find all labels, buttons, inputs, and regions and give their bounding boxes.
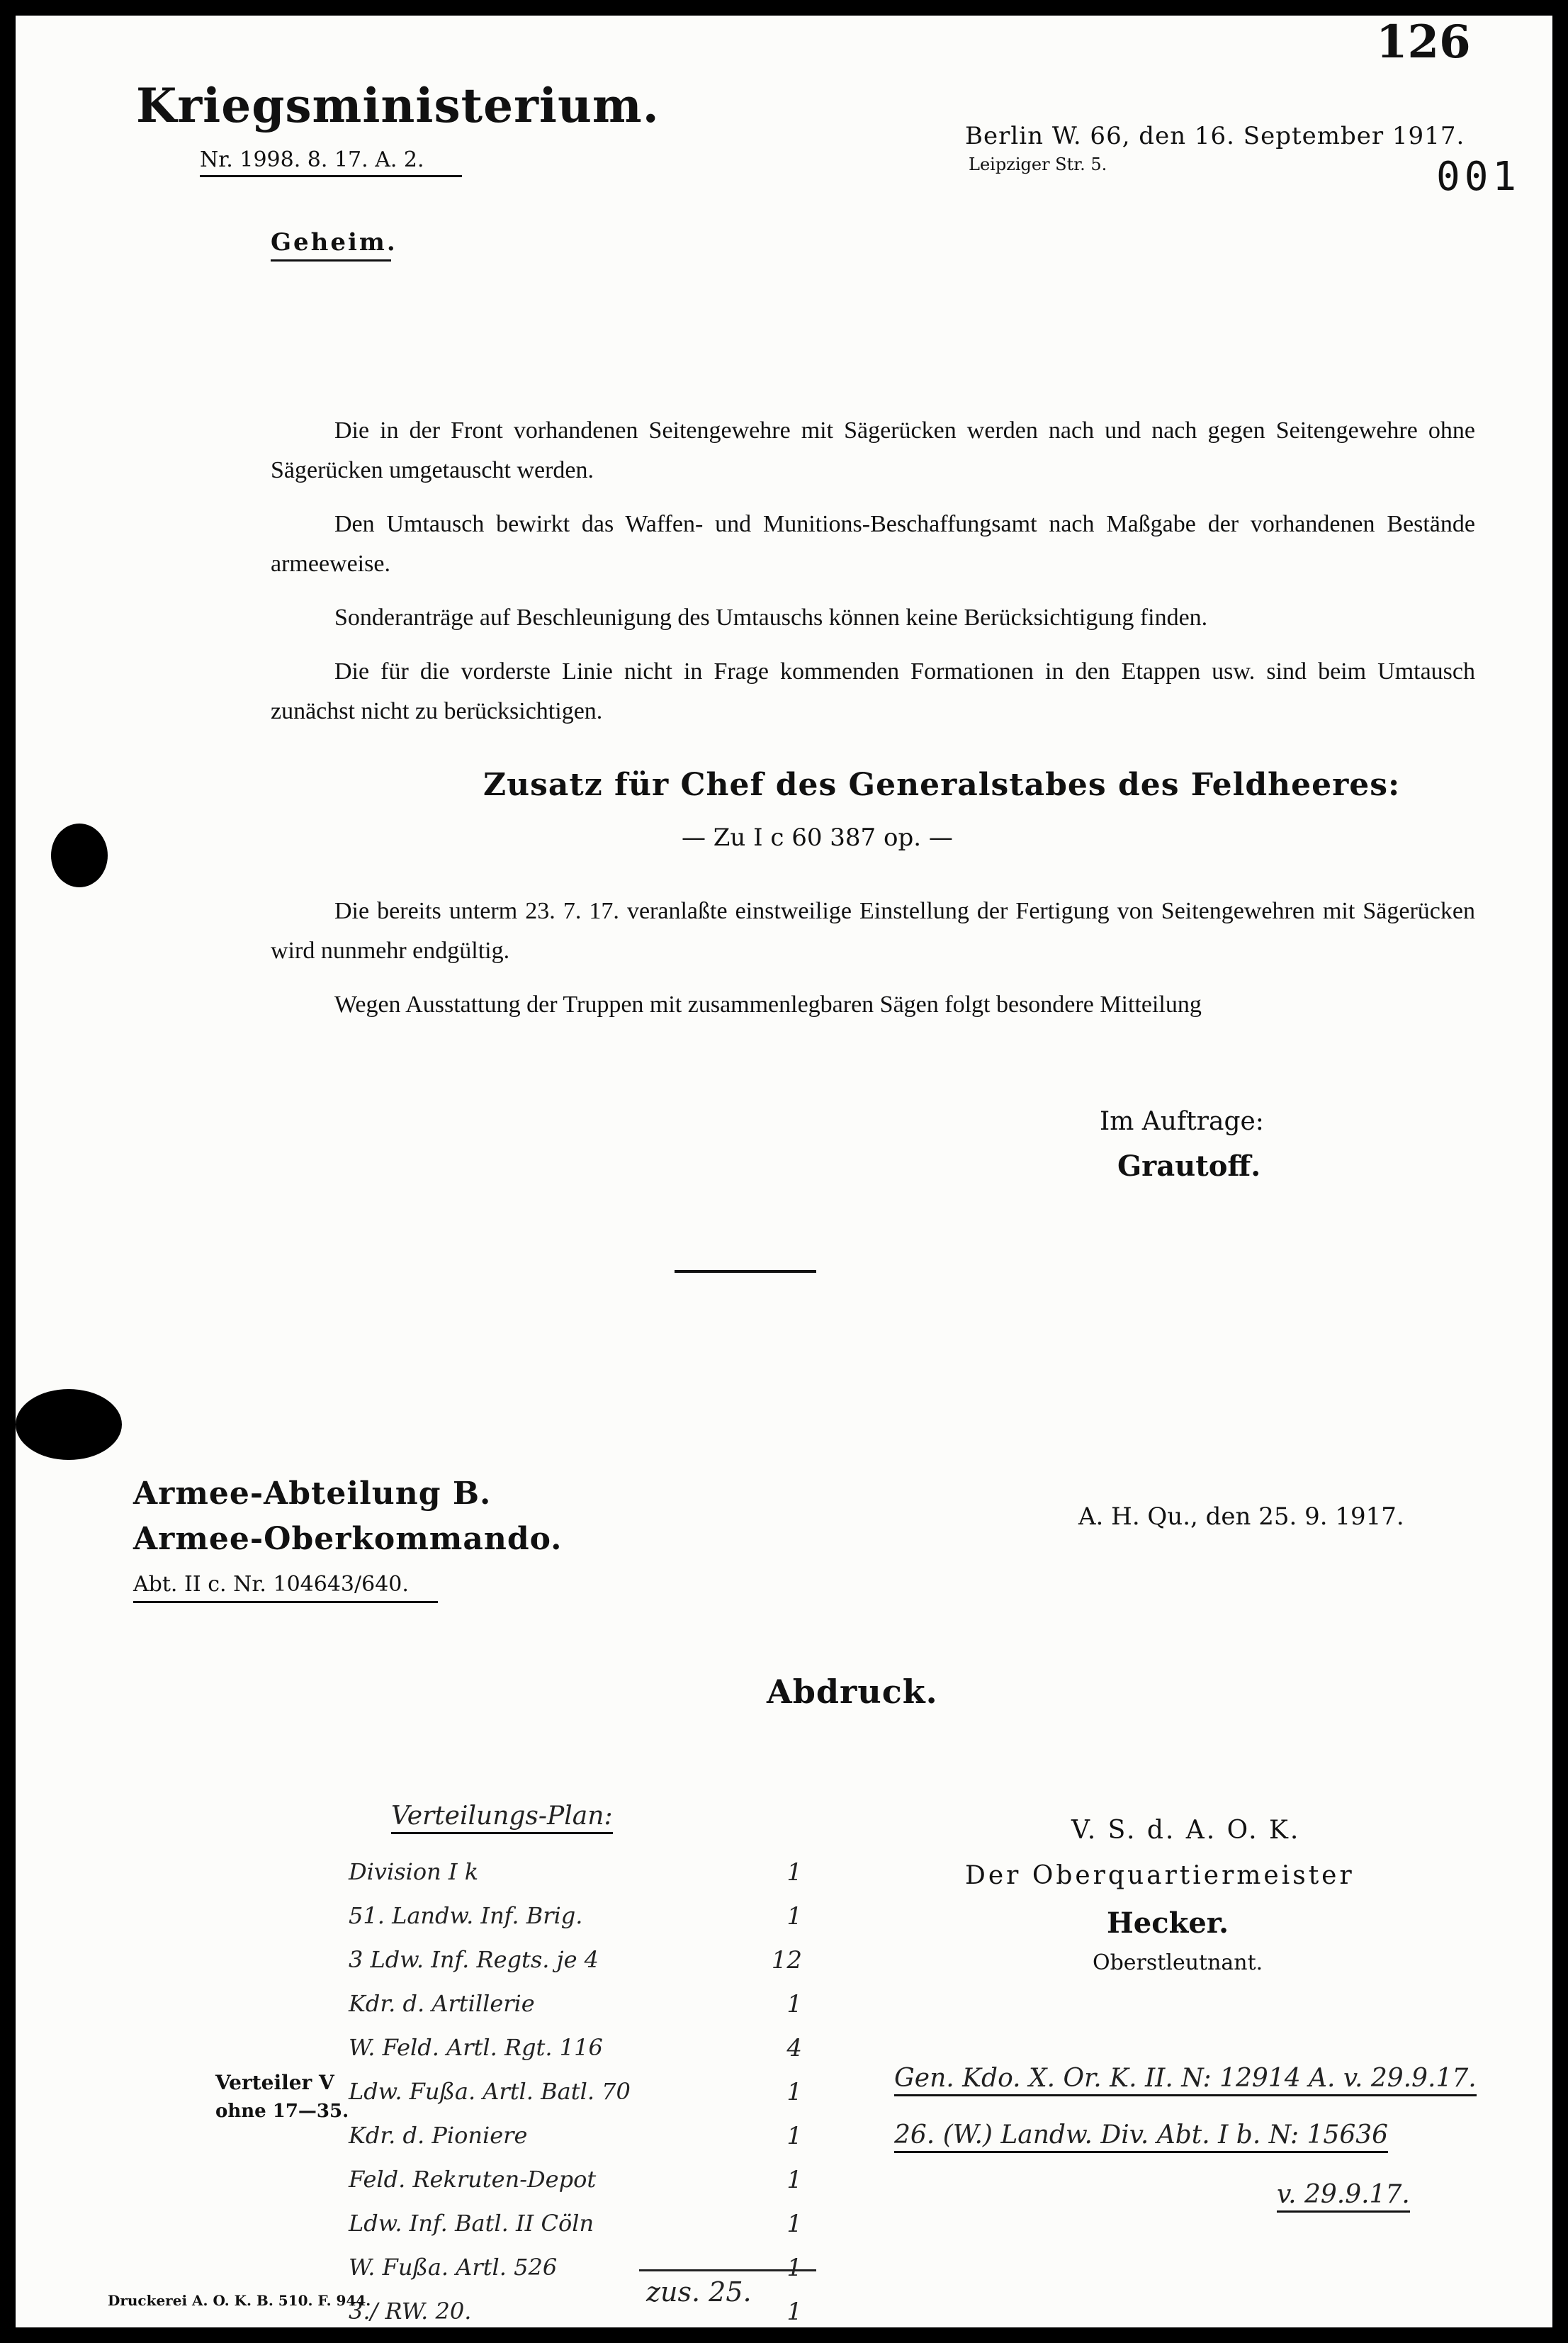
distribution-row <box>349 1990 802 2033</box>
ink-blot-1 <box>51 824 108 887</box>
printer-mark: Druckerei A. O. K. B. 510. F. 944. <box>108 2292 371 2309</box>
header-place-date: Berlin W. 66, den 16. September 1917. <box>965 122 1465 150</box>
handwritten-ref-1: Gen. Kdo. X. Or. K. II. N: 12914 A. v. 29.9.17. <box>894 2064 1477 2096</box>
distribution-heading: Verteilungs-Plan: <box>391 1802 613 1834</box>
distribution-row-count: 1 <box>786 2166 802 2194</box>
distribution-row <box>349 2078 802 2120</box>
ink-blot-2 <box>16 1389 122 1460</box>
section2-org1: Armee-Abteilung B. <box>133 1476 492 1512</box>
classification: Geheim. <box>271 228 391 262</box>
body-paragraph-4: Die für die vorderste Linie nicht in Frage kommenden Formationen in den Etappen usw. sind beim Umtausch zunächst nicht zu berücksichtigen. <box>271 658 1475 724</box>
distribution-row-label: 51. Landw. Inf. Brig. <box>349 1902 583 1929</box>
distribution-row-count: 1 <box>786 2298 802 2326</box>
section2-title: Abdruck. <box>767 1673 938 1711</box>
stamp-number: 001 <box>1436 154 1521 200</box>
distribution-row-label: Kdr. d. Pioniere <box>349 2122 528 2149</box>
distribution-row-label: Feld. Rekruten-Depot <box>349 2166 597 2193</box>
distribution-row-label: W. Feld. Artl. Rgt. 116 <box>349 2034 603 2061</box>
distribution-row-count: 12 <box>771 1946 802 1974</box>
distribution-row-count: 1 <box>786 1858 802 1887</box>
handwritten-ref-3: v. 29.9.17. <box>1277 2180 1410 2213</box>
addendum-title: Zusatz für Chef des Generalstabes des Feldheeres: <box>483 767 1401 803</box>
handwritten-ref-2: 26. (W.) Landw. Div. Abt. I b. N: 15636 <box>894 2120 1388 2153</box>
header-address: Leipziger Str. 5. <box>969 154 1107 174</box>
distribution-total-rule <box>639 2269 816 2271</box>
body-paragraph-2: Den Umtausch bewirkt das Waffen- und Munitions-Beschaffungsamt nach Maßgabe der vorhandenen Bestände armeeweise. <box>271 511 1475 577</box>
addendum-paragraph-2: Wegen Ausstattung der Truppen mit zusammenlegbaren Sägen folgt besondere Mitteilung <box>334 991 1202 1018</box>
authority-name: Hecker. <box>1107 1906 1229 1940</box>
distribution-row-count: 4 <box>786 2034 802 2062</box>
signature-name: Grautoff. <box>1117 1150 1261 1183</box>
addendum-paragraph-1: Die bereits unterm 23. 7. 17. veranlaßte einstweilige Einstellung der Fertigung von Seitengewehren mit Sägerücken wird nunmehr endgültig. <box>271 898 1475 964</box>
section2-org2: Armee-Oberkommando. <box>133 1521 563 1557</box>
body-paragraph-1: Die in der Front vorhandenen Seitengewehre mit Sägerücken werden nach und nach gegen Seitengewehre ohne Sägerücken umgetauscht werden. <box>271 417 1475 483</box>
distribution-row-count: 1 <box>786 2210 802 2238</box>
distribution-row-count: 1 <box>786 2078 802 2106</box>
distribution-row-count: 1 <box>786 1902 802 1931</box>
distribution-row <box>349 1858 802 1901</box>
distribution-row-label: Division I k <box>349 1858 479 1885</box>
verteiler-line-2: ohne 17—35. <box>215 2101 349 2122</box>
distribution-row-count: 1 <box>786 2122 802 2150</box>
section2-ref: Abt. II c. Nr. 104643/640. <box>133 1572 438 1603</box>
distribution-row <box>349 2210 802 2252</box>
distribution-row <box>349 2166 802 2208</box>
section2-place-date: A. H. Qu., den 25. 9. 1917. <box>1078 1502 1404 1531</box>
distribution-row <box>349 1902 802 1945</box>
authority-rank: Oberstleutnant. <box>1093 1950 1263 1975</box>
distribution-total: zus. 25. <box>646 2276 752 2308</box>
signature-line: Im Auftrage: <box>1100 1107 1264 1136</box>
distribution-row-label: 3./ RW. 20. <box>349 2298 472 2325</box>
distribution-row-label: Kdr. d. Artillerie <box>349 1990 535 2017</box>
distribution-row-count: 1 <box>786 1990 802 2018</box>
authority-line-2: Der Oberquartiermeister <box>965 1861 1355 1890</box>
distribution-row-label: Ldw. Fußa. Artl. Batl. 70 <box>349 2078 631 2105</box>
body-paragraph-3: Sonderanträge auf Beschleunigung des Umtauschs können keine Berücksichtigung finden. <box>334 605 1208 631</box>
header-org: Kriegsministerium. <box>136 78 660 133</box>
distribution-row-label: 3 Ldw. Inf. Regts. je 4 <box>349 1946 599 1973</box>
document-page <box>16 16 1552 2327</box>
distribution-row-label: W. Fußa. Artl. 526 <box>349 2254 558 2281</box>
distribution-row-count: 1 <box>786 2254 802 2282</box>
distribution-row <box>349 2122 802 2164</box>
verteiler-line-1: Verteiler V <box>215 2071 334 2094</box>
page-number: 126 <box>1376 16 1471 69</box>
distribution-row <box>349 1946 802 1989</box>
authority-line-1: V. S. d. A. O. K. <box>1071 1816 1301 1845</box>
separator-rule <box>675 1270 816 1273</box>
distribution-row <box>349 2034 802 2077</box>
distribution-row-label: Ldw. Inf. Batl. II Cöln <box>349 2210 594 2237</box>
addendum-ref: — Zu I c 60 387 op. — <box>682 824 953 852</box>
header-ref: Nr. 1998. 8. 17. A. 2. <box>200 147 462 177</box>
